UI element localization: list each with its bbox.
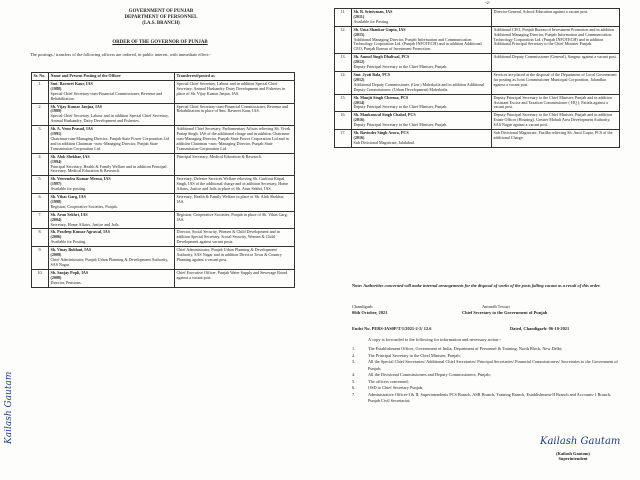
header-sr-no: Sr. No.	[32, 73, 49, 81]
list-item-text: The officers concerned;	[368, 378, 409, 384]
table-row	[32, 211, 295, 229]
table-row	[32, 103, 295, 126]
sr-no-cell: 6.	[32, 194, 49, 212]
posted-as-cell: Secretary, Health & Family Welfare in place of Sh. Alok Shekhar, IAS.	[175, 194, 295, 212]
officer-cell	[49, 176, 175, 194]
officer-batch: (1991)	[50, 131, 62, 137]
officer-name: Sh. Pradeep Kumar Agrawal, IAS	[50, 229, 111, 235]
present-posting: Secretary, Home Affairs, Justice and Jails.	[50, 221, 120, 227]
posted-as-cell: Chief Administrator, Punjab Urban Planning & Development Authority, SAS Nagar and in addition Director Town & Country Planning against a vacant post.	[175, 247, 295, 270]
copy-list	[352, 346, 622, 405]
officer-cell	[49, 211, 175, 229]
officer-batch: (2015)	[353, 31, 365, 37]
margin-signature	[4, 336, 20, 444]
superintendent-block	[543, 451, 603, 461]
officer-name: Sh. Arun Sekhri, IAS	[50, 211, 88, 217]
present-posting: Sub Divisional Magistrate, Jalalabad.	[353, 139, 415, 145]
posted-as-cell: Registrar, Cooperative Societies, Punjab in place of Sh. Vikas Garg, IAS.	[175, 211, 295, 229]
sr-no-cell: 4.	[32, 153, 49, 176]
sr-no-cell: 3.	[32, 126, 49, 154]
list-item	[352, 359, 622, 372]
list-item-number: 2.	[352, 352, 356, 358]
header-name: Name and Present Posting of the Officer	[49, 73, 175, 81]
table-row	[32, 247, 295, 270]
table-row	[32, 194, 295, 212]
header-line-2: DEPARTMENT OF PERSONNEL	[124, 15, 198, 20]
present-posting: Chairman-cum-Managing Director, Punjab State Power Corporation Ltd and in addition Chairman -cum -Managing Director, Punjab State Transmission Corporation Ltd.	[50, 135, 170, 151]
sr-no-cell: 11.	[335, 9, 352, 27]
officer-name: Sh. Anmol Singh Dhaliwal, PCS	[353, 54, 410, 60]
present-posting: Deputy Principal Secretary to the Chief Minister, Punjab.	[353, 64, 448, 70]
officer-name: Sh. Alok Shekhar, IAS	[50, 153, 90, 159]
superintendent-signature: Kailash Gautam	[540, 436, 621, 447]
present-posting: Director, Pensions.	[50, 279, 82, 285]
officer-batch: (2016)	[353, 117, 365, 123]
present-posting: Deputy Principal Secretary to the Chief Minister, Punjab.	[353, 122, 448, 128]
officer-name: Smt. Ravneet Kaur, IAS	[50, 80, 93, 86]
sr-no-cell: 9.	[32, 247, 49, 270]
officer-name: Sh. Mankanwal Singh Chahal, PCS	[353, 112, 416, 118]
header-line-1: GOVERNMENT OF PUNJAB	[128, 9, 194, 14]
posted-as-cell: Director, Social Security, Women & Child Development and in addition Special Secretary, Social Security, Women & Child Development against vacant posts.	[175, 229, 295, 247]
table-row	[32, 153, 295, 176]
list-item-text: The Principal Secretary to the Chief Minister, Punjab;	[368, 352, 461, 358]
officer-name: Sh. Sanjay Popli, IAS	[50, 269, 89, 275]
list-item-number: 4.	[352, 372, 356, 377]
copy-intro: A copy is forwarded to the following for information and necessary action:-	[368, 337, 502, 342]
table-row	[335, 112, 620, 130]
sr-no-cell: 15.	[335, 94, 352, 112]
postings-table-right	[334, 8, 620, 148]
posted-as-cell: Director General, School Education against a vacant post.	[492, 9, 620, 27]
present-posting: Chief Administrator, Punjab Urban Planning & Development Authority, SAS Nagar.	[50, 257, 169, 267]
posted-as-cell: Deputy Principal Secretary to the Chief Minister, Punjab and in addition Assistant Excise and Taxation Commissioner ( HQ ), Patiala against a vacant post.	[492, 94, 620, 112]
present-posting: Available for posting.	[50, 186, 87, 192]
list-item-number: 1.	[352, 346, 356, 351]
officer-cell	[49, 247, 175, 270]
posted-as-cell: Deputy Principal Secretary to the Chief Minister, Punjab and in addition Estate Officer (Housing), Greater Mohali Area Development Authority, SAS Nagar against a vacant post.	[492, 112, 620, 130]
superintendent-title: Superintendent	[558, 456, 588, 461]
officer-cell	[352, 94, 492, 112]
table-row	[335, 94, 620, 112]
posted-as-cell: Secretary, Defence Services Welfare relieving Sh. Gurkirat Kirpal Singh, IAS of the additional charge and in addition Secretary, Home Affairs, Justice and Jails in place of Sh. Arun Sekhri, IAS.	[175, 176, 295, 194]
list-item-text: The Establishment Officer, Government of India, Department of Personnel & Training, North Block, New Delhi;	[368, 346, 563, 351]
officer-name: Sh. Veerendra Kumar Meena, IAS	[50, 176, 111, 182]
sr-no-cell: 2.	[32, 103, 49, 126]
sr-no-cell: 5.	[32, 176, 49, 194]
officer-cell	[352, 112, 492, 130]
sr-no-cell: 13.	[335, 54, 352, 72]
table-row	[335, 130, 620, 148]
table-row	[335, 54, 620, 72]
present-posting: Available for Posting	[353, 18, 389, 24]
signoff-signer: Anirudh Tewari	[482, 304, 510, 309]
officer-name: Sh. A. Venu Prasad, IAS	[50, 126, 93, 132]
officer-batch: (2008)	[50, 252, 62, 258]
header-posted: Transferred/posted as	[175, 73, 295, 81]
officer-cell	[352, 54, 492, 72]
officer-cell	[352, 71, 492, 94]
officer-batch: (1988)	[50, 85, 62, 91]
list-item-text: OSD to Chief Secretary Punjab;	[368, 385, 424, 390]
page-number: -2-	[485, 0, 491, 5]
posted-as-cell: Sub Divisional Magistrate, Fazilka relieving Sh. Amit Gupta, PCS of the additional Charge.	[492, 130, 620, 148]
officer-cell	[49, 269, 175, 287]
posted-as-cell: Chief Executive Officer, Punjab Water Supply and Sewerage Board against a vacant post.	[175, 269, 295, 287]
list-item-number: 3.	[352, 359, 356, 364]
list-item-number: 7.	[352, 391, 356, 397]
list-item-number: 6.	[352, 385, 356, 390]
posted-as-cell: Additional Chief Secretary, Parliamentary Affairs relieving Sh. Vivek Pratap Singh, IAS of the additional charge and in addition Chairman-cum-Managing Director, Punjab State Power Corporation Ltd and in addition Chairman -cum -Managing Director, Punjab State Transmission Corporation Ltd.	[175, 126, 295, 154]
signoff-place: Chandigarh	[352, 304, 373, 309]
officer-name: Sh. Manjit Singh Cheema, PCS	[353, 94, 409, 100]
sr-no-cell: 7.	[32, 211, 49, 229]
officer-cell	[49, 229, 175, 247]
header-line-3: (I.A.S. BRANCH)	[142, 21, 180, 26]
officer-batch: (1989)	[50, 108, 62, 114]
officer-name: Sh. Ravinder Singh Arora, PCS	[353, 130, 409, 136]
officer-batch: (2012)	[353, 76, 365, 82]
list-item-number: 5.	[352, 378, 356, 384]
sr-no-cell: 14.	[335, 71, 352, 94]
present-posting: Special Chief Secretary, Labour and in addition Special Chief Secretary, Animal Husbandry, Dairy Development and Fisheries.	[50, 113, 169, 124]
margin-signature-text: Kailash Gautam	[4, 371, 14, 444]
officer-batch: (2011)	[353, 13, 365, 19]
present-posting: Principal Secretary, Health & Family Welfare and in addition Principal Secretary, Medical Education & Research.	[50, 163, 167, 174]
present-posting: Special Chief Secretary-cum-Financial Commissioner, Revenue and Rehabilitation.	[50, 90, 163, 101]
table-row	[32, 80, 295, 103]
officer-name: Sh. Vinay Bublani, IAS	[50, 247, 92, 253]
intro-paragraph: The postings / transfers of the following officers are ordered, in public interest, with immediate effect:-	[30, 52, 211, 57]
superintendent-name: (Kailash Gautam)	[556, 451, 590, 456]
table-row	[335, 26, 620, 54]
note-label: Note:	[352, 283, 363, 288]
list-item-text: All the Divisional Commissioners and Deputy Commissioners, Punjab;	[368, 372, 491, 377]
sr-no-cell: 1.	[32, 80, 49, 103]
posted-as-cell: Additional CEO, Punjab Bureau of Investment Promotion and in addition Additional Managing Director, Punjab Information and Communication Technology Corporation Ltd. (Punjab INFOTECH) and in addition Additional Principal Secretary to the Chief Minister Punjab.	[492, 26, 620, 54]
officer-batch: (2016)	[353, 134, 365, 140]
sr-no-cell: 17.	[335, 130, 352, 148]
present-posting: Additional Managing Director, Punjab Information and Communication Technology Corporation Ltd. (Punjab INFOTECH) and in addition Additional CEO, Punjab Bureau of Investment Promotion.	[353, 36, 482, 52]
officer-name: Sh. Vijay Kumar Janjua, IAS	[50, 103, 103, 109]
present-posting: Deputy Principal Secretary to the Chief Minister, Punjab.	[353, 104, 448, 110]
officer-name: Smt. Jyoti Bala, PCS	[353, 71, 391, 77]
sr-no-cell: 8.	[32, 229, 49, 247]
letterhead	[96, 9, 226, 27]
officer-cell	[49, 194, 175, 212]
officer-batch: (1998)	[50, 198, 62, 204]
posted-as-cell: Principal Secretary, Medical Education & Research.	[175, 153, 295, 176]
officer-name: Sh. Vikas Garg, IAS	[50, 194, 86, 200]
signoff-date: 06th October, 2021	[352, 310, 388, 315]
present-posting: Additional Deputy Commissioner, (Gen.) Malerkotla and in addition Additional Deputy Commissioner, (Urban Development) Malerkotla.	[353, 81, 485, 92]
left-page	[0, 0, 318, 480]
officer-batch: (1994)	[50, 158, 62, 164]
table-row	[32, 126, 295, 154]
officer-batch: (2012)	[353, 59, 365, 65]
officer-batch: (2004)	[50, 216, 62, 222]
officer-batch: (2006)	[50, 234, 62, 240]
sr-no-cell: 16.	[335, 112, 352, 130]
officer-cell	[49, 103, 175, 126]
table-row	[32, 176, 295, 194]
table-row	[32, 269, 295, 287]
list-item	[352, 392, 622, 405]
officer-cell	[352, 130, 492, 148]
endorsement	[352, 326, 620, 331]
endorsement-date: Dated, Chandigarh: 06-10-2021	[510, 326, 570, 331]
officer-batch: (2008)	[50, 274, 62, 280]
signoff-designation: Chief Secretary to the Government of Punjab	[462, 310, 548, 315]
officer-batch: (2014)	[353, 99, 365, 105]
present-posting: Available for Posting.	[50, 239, 87, 245]
table-header-row	[32, 73, 295, 81]
endorsement-number: Endst No. PERS-IAS0P/T/1/2021-2-5/ 12.6	[352, 326, 432, 331]
order-title: ORDER OF THE GOVERNOR OF PUNJAB	[112, 40, 208, 45]
sr-no-cell: 12.	[335, 26, 352, 54]
posted-as-cell: Special Chief Secretary-cum-Financial Commissioner, Revenue and Rehabilitation in place of Smt. Ravneet Kaur, IAS.	[175, 103, 295, 126]
officer-batch: (1997)	[50, 181, 62, 187]
table-row	[335, 9, 620, 27]
present-posting: Registrar, Cooperative Societies, Punjab.	[50, 203, 118, 209]
note-text: Authorities concerned will make internal arrangements for the disposal of works of the posts falling vacant as a result of this order.	[363, 283, 601, 288]
list-item-text: Administrative Officer-I & II, Superintendents PCS Branch, ASR Branch, Training Branch, Establishment-II Branch and Accounts-1 Branch, Punjab Civil Secretariat;	[368, 391, 612, 403]
officer-cell	[352, 9, 492, 27]
posted-as-cell: Services are placed at the disposal of the Department of Local Government for posting as Joint Commissioner Municipal Corporation, Jalandhar against a vacant post.	[492, 71, 620, 94]
officer-cell	[49, 126, 175, 154]
list-item-text: All the Special Chief Secretaries/ Additional Chief Secretaries/ Principal Secretaries/ Financial Commissioners/ Secretaries to the Government of Punjab;	[368, 359, 618, 371]
posted-as-cell: Additional Deputy Commissioner (General), Sangrur against a vacant post.	[492, 54, 620, 72]
officer-cell	[49, 153, 175, 176]
officer-name: Sh. B. Srinivasan, IAS	[353, 9, 393, 14]
officer-cell	[352, 26, 492, 54]
postings-table-left	[31, 72, 295, 288]
note	[352, 283, 620, 288]
posted-as-cell: Special Chief Secretary, Labour and in addition Special Chief Secretary, Animal Husbandry Dairy Development and Fisheries in place of Sh. Vijay Kumar Janjua, IAS.	[175, 80, 295, 103]
officer-cell	[49, 80, 175, 103]
table-row	[32, 229, 295, 247]
table-row	[335, 71, 620, 94]
sr-no-cell: 10.	[32, 269, 49, 287]
officer-name: Sh. Uma Shankar Gupta, IAS	[353, 26, 406, 32]
